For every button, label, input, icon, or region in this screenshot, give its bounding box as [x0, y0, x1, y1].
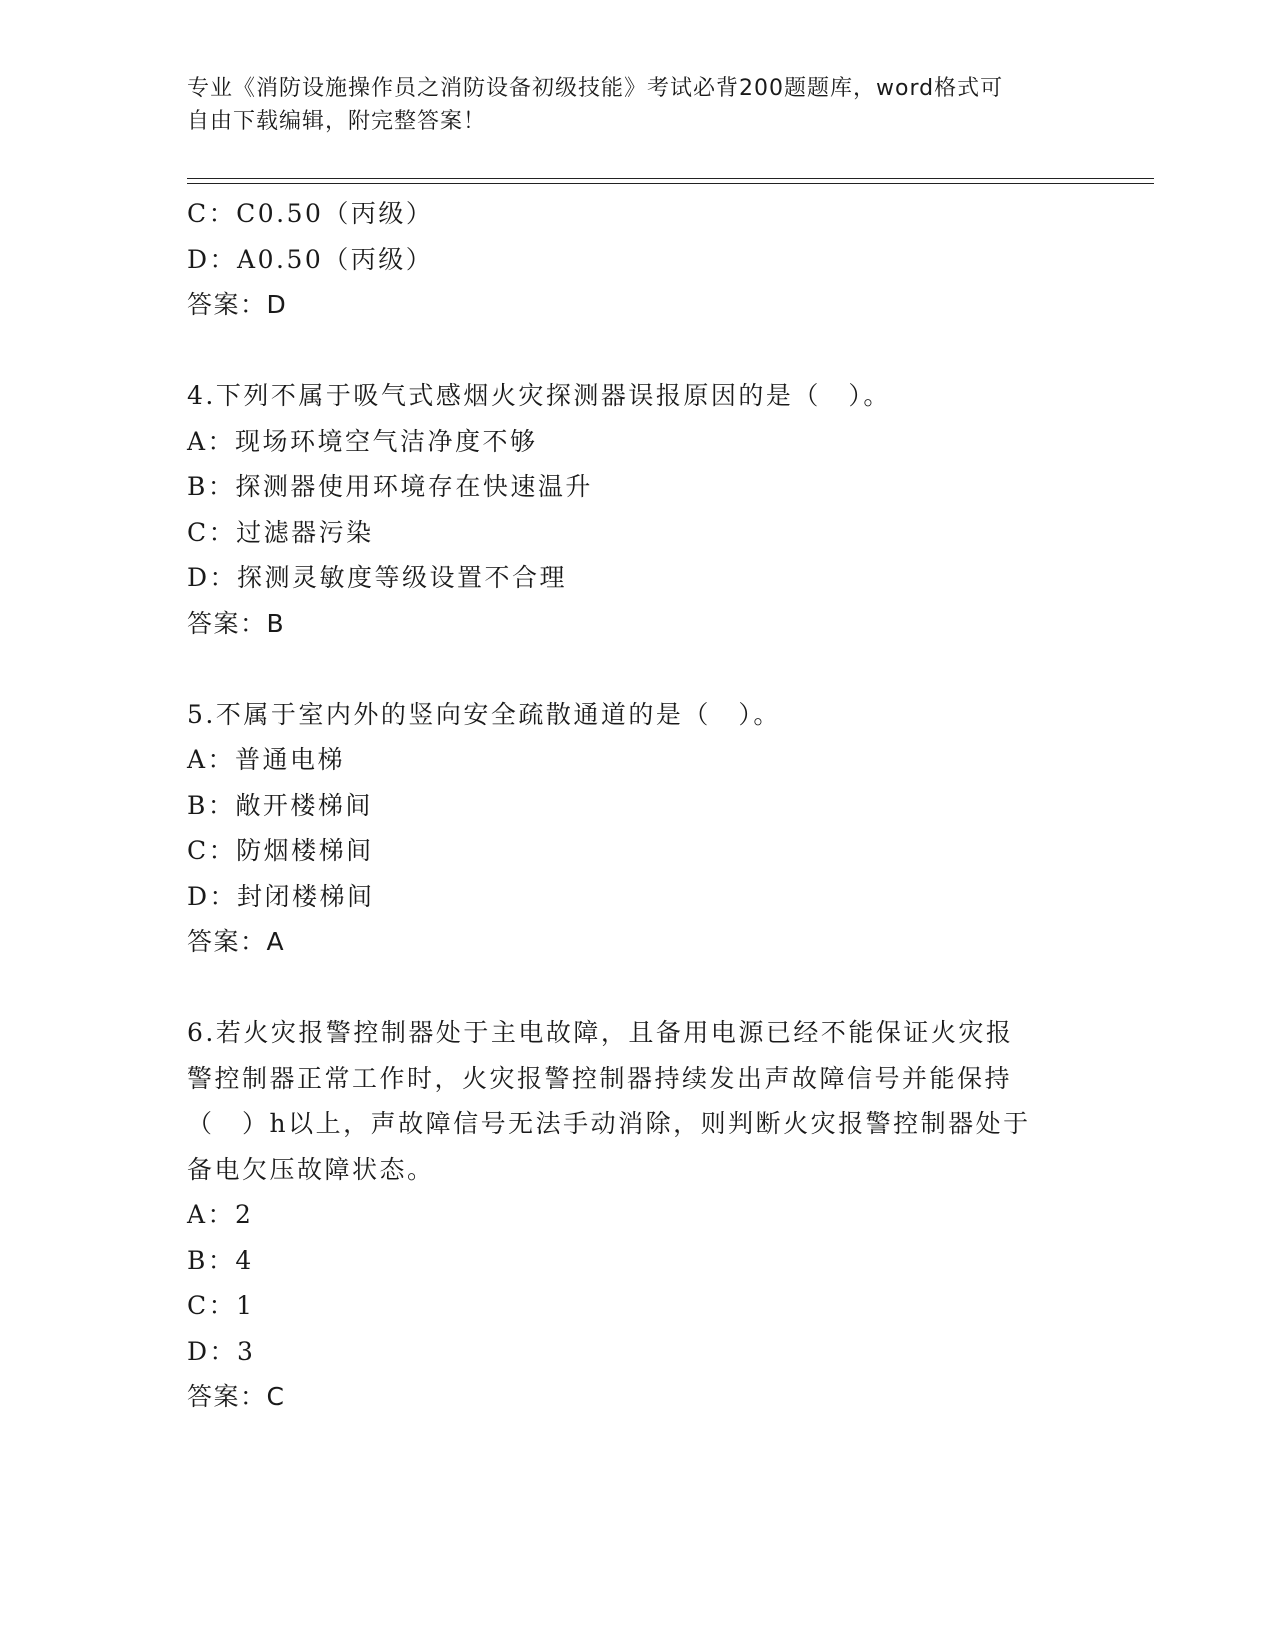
header-title-line-2: 自由下载编辑，附完整答案！ [187, 109, 487, 134]
answer-line: 答案：A [187, 927, 286, 956]
option-c: C：防烟楼梯间 [187, 836, 374, 865]
document-header [187, 72, 1067, 138]
option-d: D：封闭楼梯间 [187, 881, 375, 911]
option-a: A：2 [187, 1200, 254, 1229]
option-d: D：A0.50（丙级） [187, 244, 434, 274]
question-stem-line-4: 备电欠压故障状态。 [187, 1154, 435, 1184]
question-block-5 [187, 692, 1087, 965]
question-list [187, 191, 1087, 1420]
option-c: C：1 [187, 1291, 255, 1320]
answer-line: 答案：C [187, 1382, 286, 1411]
option-a: A：现场环境空气洁净度不够 [187, 426, 538, 456]
option-c: C：C0.50（丙级） [187, 199, 434, 228]
question-stem-line-2: 警控制器正常工作时，火灾报警控制器持续发出声故障信号并能保持 [187, 1063, 1013, 1093]
header-divider-top [187, 178, 1154, 179]
option-b: B：4 [187, 1245, 254, 1275]
question-stem-line-3: （ ）h以上，声故障信号无法手动消除，则判断火灾报警控制器处于 [187, 1109, 1031, 1138]
question-stem: 4.下列不属于吸气式感烟火灾探测器误报原因的是（ ）。 [187, 381, 891, 410]
answer-line: 答案：B [187, 608, 286, 638]
answer-line: 答案：D [187, 290, 288, 319]
option-b: B：探测器使用环境存在快速温升 [187, 472, 593, 501]
header-title-line-1: 专业《消防设施操作员之消防设备初级技能》考试必背200题题库，word格式可 [187, 76, 1004, 101]
option-b: B：敞开楼梯间 [187, 790, 373, 820]
question-stem-line-1: 6.若火灾报警控制器处于主电故障，且备用电源已经不能保证火灾报 [187, 1018, 1014, 1047]
option-c: C：过滤器污染 [187, 517, 374, 547]
question-block-3-tail [187, 191, 1087, 328]
option-d: D：3 [187, 1336, 256, 1366]
header-divider-bottom [187, 183, 1154, 184]
question-block-6 [187, 1010, 1087, 1420]
spacer [187, 965, 1087, 1011]
question-stem: 5.不属于室内外的竖向安全疏散通道的是（ ）。 [187, 699, 781, 729]
option-a: A：普通电梯 [187, 745, 346, 774]
spacer [187, 328, 1087, 374]
option-d: D：探测灵敏度等级设置不合理 [187, 563, 568, 592]
question-block-4 [187, 373, 1087, 646]
spacer [187, 646, 1087, 692]
